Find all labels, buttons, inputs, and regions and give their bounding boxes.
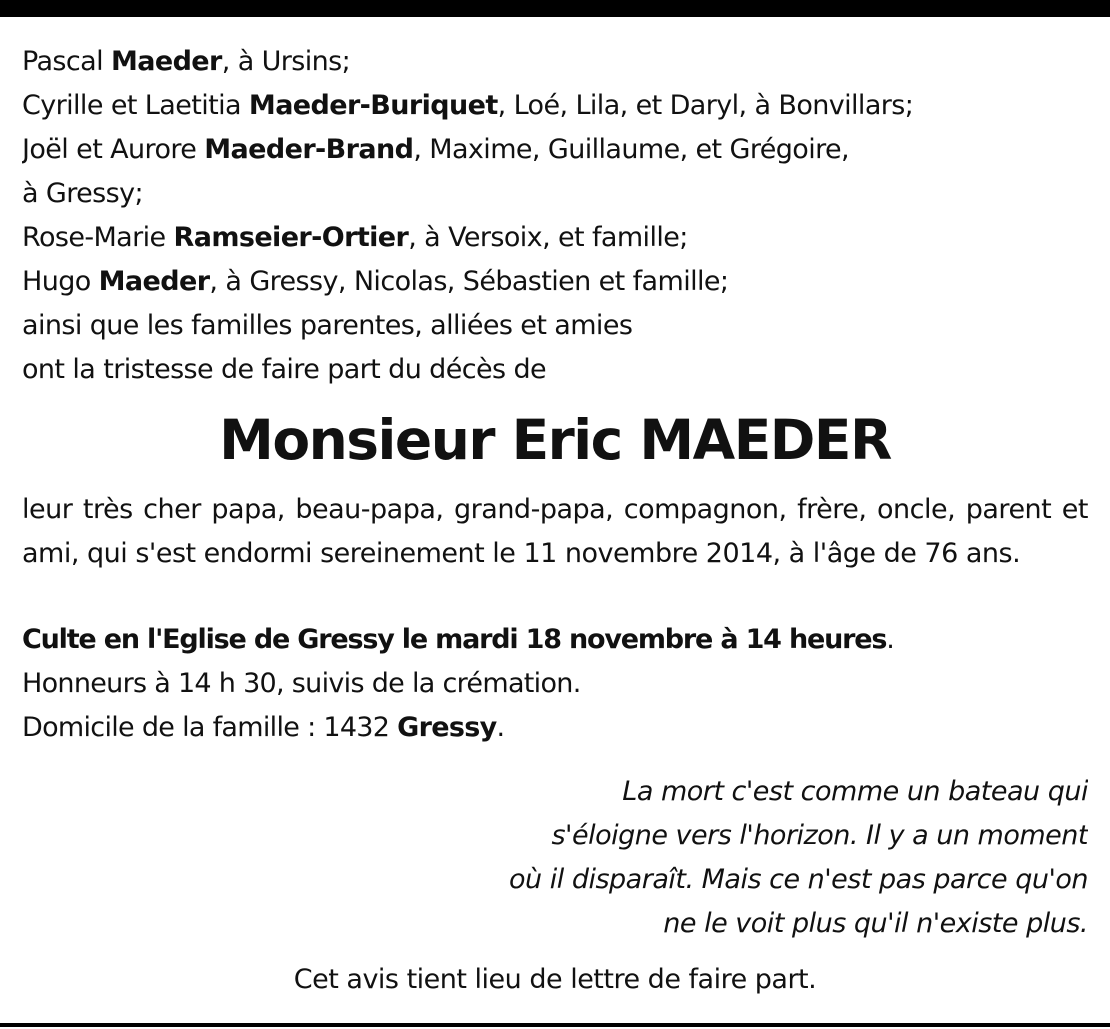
family-line bbox=[22, 172, 1092, 216]
domicile-line bbox=[22, 706, 1092, 750]
quote-line: s'éloigne vers l'horizon. Il y a un moment bbox=[551, 820, 1088, 851]
family-name: Ramseier-Ortier bbox=[173, 222, 409, 253]
family-line bbox=[22, 40, 1092, 84]
top-border-rule bbox=[0, 0, 1110, 17]
ceremony-text: Culte en l'Eglise de Gressy le mardi 18 novembre à 14 heures bbox=[22, 624, 887, 655]
deceased-name: Monsieur Eric MAEDER bbox=[219, 408, 891, 472]
family-line-text: ainsi que les familles parentes, alliées et amies bbox=[22, 310, 633, 341]
family-line-text: , Loé, Lila, et Daryl, à Bonvillars; bbox=[497, 90, 914, 121]
bottom-border-rule bbox=[0, 1023, 1110, 1027]
family-line-text: à Gressy; bbox=[22, 178, 143, 209]
family-line bbox=[22, 304, 1092, 348]
domicile-text: Domicile de la famille : 1432 bbox=[22, 712, 398, 743]
tribute-paragraph: leur très cher papa, beau-papa, grand-papa, compagnon, frère, oncle, parent et ami, qui s'est endormi sereinement le 11 novembre 2014, à l'âge de 76 ans. bbox=[22, 494, 1088, 569]
domicile-place: Gressy bbox=[397, 712, 497, 743]
family-line bbox=[22, 348, 1092, 392]
family-list bbox=[22, 40, 1092, 392]
family-name: Maeder bbox=[110, 46, 222, 77]
family-line-text: , à Ursins; bbox=[221, 46, 351, 77]
family-name: Maeder-Brand bbox=[204, 134, 414, 165]
family-line-text: Joël et Aurore bbox=[22, 134, 205, 165]
family-line-text: , à Versoix, et famille; bbox=[408, 222, 688, 253]
quote-block bbox=[328, 770, 1088, 946]
service-details bbox=[22, 618, 1092, 750]
family-line-text: Pascal bbox=[22, 46, 111, 77]
family-line-text: Rose-Marie bbox=[22, 222, 174, 253]
family-line bbox=[22, 260, 1092, 304]
honours-line: Honneurs à 14 h 30, suivis de la crémation. bbox=[22, 668, 581, 699]
family-line-text: , à Gressy, Nicolas, Sébastien et famille; bbox=[209, 266, 729, 297]
closing-note: Cet avis tient lieu de lettre de faire part. bbox=[293, 964, 817, 995]
ceremony-line bbox=[22, 618, 1092, 662]
family-line-text: ont la tristesse de faire part du décès de bbox=[22, 354, 546, 385]
family-line-text: , Maxime, Guillaume, et Grégoire, bbox=[413, 134, 850, 165]
quote-line: où il disparaît. Mais ce n'est pas parce qu'on bbox=[509, 864, 1088, 895]
domicile-punct: . bbox=[496, 712, 505, 743]
family-line-text: Hugo bbox=[22, 266, 99, 297]
family-line bbox=[22, 84, 1092, 128]
family-line bbox=[22, 216, 1092, 260]
quote-line: ne le voit plus qu'il n'existe plus. bbox=[663, 908, 1088, 939]
family-name: Maeder-Buriquet bbox=[248, 90, 498, 121]
family-line-text: Cyrille et Laetitia bbox=[22, 90, 249, 121]
quote-line: La mort c'est comme un bateau qui bbox=[622, 776, 1088, 807]
ceremony-punct: . bbox=[886, 624, 895, 655]
family-name: Maeder bbox=[98, 266, 210, 297]
family-line bbox=[22, 128, 1092, 172]
